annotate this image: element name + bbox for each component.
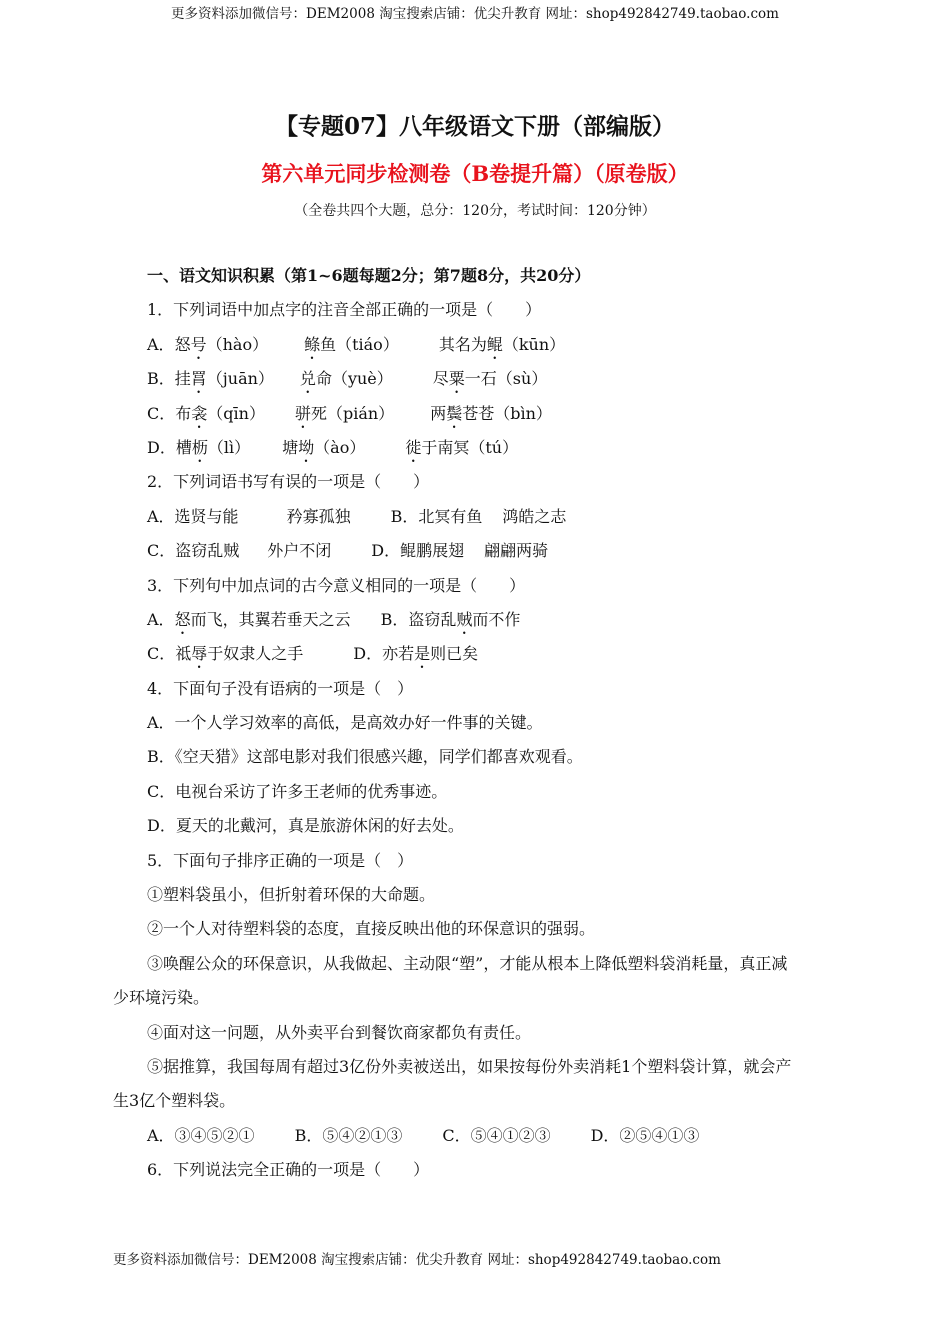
question-4-option: D．夏天的北戴河，真是旅游休闲的好去处。	[147, 816, 464, 836]
question-1-stem: 1．下列词语中加点字的注音全部正确的一项是（ ）	[147, 300, 542, 320]
option-pre: 祗	[175, 644, 192, 664]
word-post: 死（pián）	[310, 403, 395, 423]
word-post: （lì）	[207, 437, 251, 457]
page-header: 更多资料添加微信号：DEM2008 淘宝搜索店铺：优尖升教育 网址：shop492842749.taobao.com	[171, 6, 779, 22]
word-post: 鱼（tiáo）	[320, 334, 399, 354]
sentence-5: ⑤据推算，我国每周有超过3亿份外卖被送出，如果按每份外卖消耗1个塑料袋计算，就会产	[147, 1056, 792, 1076]
question-5-stem: 5．下面句子排序正确的一项是（ ）	[147, 850, 414, 870]
sentence-2: ②一个人对待塑料袋的态度，直接反映出他的环保意识的强弱。	[147, 919, 596, 939]
option-post: 而不作	[472, 609, 521, 629]
option-pre: 亦若	[382, 644, 415, 664]
dotted-char: 鲲	[486, 334, 503, 354]
word-pre: 其名为	[438, 334, 487, 354]
sentence-3-cont: 少环境污染。	[113, 988, 210, 1008]
dotted-char: 鬓	[446, 403, 463, 423]
question-4-option: B．《空天猎》这部电影对我们很感兴趣，同学们都喜欢观看。	[147, 747, 583, 767]
option-label: B．	[380, 609, 409, 629]
question-6-stem: 6．下列说法完全正确的一项是（ ）	[147, 1160, 430, 1180]
section-heading: 一、语文知识积累（第1~6题每题2分；第7题8分，共20分）	[147, 266, 591, 285]
question-2-options	[113, 503, 838, 537]
option-post: 则已矣	[430, 644, 479, 664]
option-text: A．③④⑤②①	[147, 1125, 255, 1145]
option-text: 翩翩两骑	[484, 541, 549, 561]
document-body	[113, 262, 838, 1191]
dotted-char: 坳	[298, 437, 315, 457]
exam-note: （全卷共四个大题，总分：120分，考试时间：120分钟）	[294, 203, 656, 219]
option-text: C．盗窃乱贼	[147, 541, 240, 561]
option-text: 矜寡孤独	[286, 506, 351, 526]
question-3-stem: 3．下列句中加点词的古今意义相同的一项是（ ）	[147, 575, 526, 595]
word-pre: 怒	[174, 334, 191, 354]
sentence-4: ④面对这一问题，从外卖平台到餐饮商家都负有责任。	[147, 1022, 532, 1042]
word-post: （kūn）	[502, 334, 566, 354]
word-post: 一石（sù）	[464, 369, 548, 389]
dotted-char: 徙	[405, 437, 422, 457]
word-pre: 尽	[432, 369, 449, 389]
option-label: D．	[147, 437, 176, 457]
option-text: C．⑤④①②③	[442, 1125, 551, 1145]
question-1-option	[113, 400, 838, 434]
word-pre: 槽	[175, 437, 192, 457]
doc-subtitle: 第六单元同步检测卷（B卷提升篇）（原卷版）	[261, 161, 689, 186]
option-text: D．鲲鹏展翅	[371, 541, 465, 561]
word-post: （hào）	[206, 334, 269, 354]
dotted-char: 兑	[299, 369, 316, 389]
option-post: 于奴隶人之手	[207, 644, 304, 664]
option-dot: 怒	[174, 609, 191, 629]
page-footer: 更多资料添加微信号：DEM2008 淘宝搜索店铺：优尖升教育 网址：shop492842749.taobao.com	[113, 1252, 721, 1268]
word-pre: 布	[175, 403, 192, 423]
word-post: 命（yuè）	[315, 369, 393, 389]
doc-title: 【专题07】八年级语文下册（部编版）	[274, 113, 675, 140]
question-3-options	[113, 640, 838, 674]
dotted-char: 粟	[448, 369, 465, 389]
option-text: 外户不闭	[267, 541, 332, 561]
question-2-options	[113, 537, 838, 571]
option-text: B．⑤④②①③	[294, 1125, 403, 1145]
word-post: 苍苍（bìn）	[462, 403, 552, 423]
option-dot: 是	[414, 644, 431, 664]
question-3-options	[113, 606, 838, 640]
dotted-char: 枥	[191, 437, 208, 457]
word-pre: 挂	[174, 369, 191, 389]
option-text: D．②⑤④①③	[590, 1125, 700, 1145]
question-1-option	[113, 365, 838, 399]
dotted-char: 罥	[190, 369, 207, 389]
question-4-option: C．电视台采访了许多王老师的优秀事迹。	[147, 781, 448, 801]
question-1-option	[113, 434, 838, 468]
option-dot: 辱	[191, 644, 208, 664]
option-label: C．	[147, 644, 176, 664]
option-text: A．选贤与能	[147, 506, 239, 526]
dotted-char: 衾	[191, 403, 208, 423]
question-5-options	[113, 1122, 838, 1156]
option-label: A．	[147, 334, 175, 354]
question-1-option	[113, 331, 838, 365]
option-label: B．	[147, 369, 175, 389]
option-dot: 贼	[456, 609, 473, 629]
option-text: B．北冥有鱼	[390, 506, 483, 526]
question-4-option: A．一个人学习效率的高低，是高效办好一件事的关键。	[147, 713, 543, 733]
sentence-3: ③唤醒公众的环保意识，从我做起、主动限“塑”，才能从根本上降低塑料袋消耗量，真正减	[147, 953, 788, 973]
option-pre: 盗窃乱	[408, 609, 457, 629]
option-post: 而飞，其翼若垂天之云	[190, 609, 351, 629]
option-label: D．	[353, 644, 383, 664]
word-post: （juān）	[206, 369, 274, 389]
word-pre: 塘	[282, 437, 299, 457]
dotted-char: 骈	[294, 403, 311, 423]
dotted-char: 鲦	[304, 334, 321, 354]
question-4-stem: 4．下面句子没有语病的一项是（ ）	[147, 678, 414, 698]
word-post: 于南冥（tú）	[421, 437, 519, 457]
option-text: 鸿皓之志	[502, 506, 567, 526]
sentence-5-cont: 生3亿个塑料袋。	[113, 1091, 236, 1111]
option-label: C．	[147, 403, 176, 423]
question-2-stem: 2．下列词语书写有误的一项是（ ）	[147, 472, 430, 492]
dotted-char: 号	[190, 334, 207, 354]
sentence-1: ①塑料袋虽小，但折射着环保的大命题。	[147, 885, 436, 905]
word-post: （ào）	[314, 437, 366, 457]
word-post: （qīn）	[207, 403, 265, 423]
word-pre: 两	[430, 403, 447, 423]
option-label: A．	[147, 609, 175, 629]
